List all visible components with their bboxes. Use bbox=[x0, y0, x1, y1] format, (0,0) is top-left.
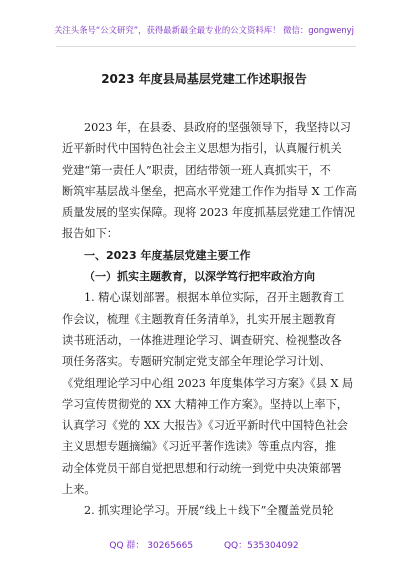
subsection-heading: （一）抓实主题教育，以深学笃行把牢政治方向 bbox=[84, 270, 315, 284]
paragraph-line: 认真学习《党的 XX 大报告》《习近平新时代中国特色社会 bbox=[62, 419, 348, 433]
paragraph-line: 质量发展的坚实保障。现将 2023 年度抓基层党建工作情况 bbox=[62, 206, 355, 220]
paragraph-line: 上来。 bbox=[62, 483, 96, 497]
paragraph-line: 动全体党员干部自觉把思想和行动统一到党中央决策部署 bbox=[62, 461, 342, 475]
footer-qq-number: QQ：535304092 bbox=[223, 541, 299, 551]
footer-qq-group: QQ 群： 30265665 bbox=[109, 541, 194, 551]
paragraph-line: 学习宣传贯彻党的 XX 大精神工作方案》。坚持以上率下， bbox=[62, 397, 348, 411]
paragraph-line: 报告如下： bbox=[62, 227, 118, 241]
paragraph-line: 近平新时代中国特色社会主义思想为指引，认真履行机关 bbox=[62, 142, 342, 156]
paragraph-line: 读书班活动，一体推进理论学习、调查研究、检视整改各 bbox=[62, 333, 342, 347]
paragraph-line: 作会议，梳理《主题教育任务清单》，扎实开展主题教育 bbox=[62, 312, 337, 326]
paragraph-line: 项任务落实。专题研究制定党支部全年理论学习计划、 bbox=[62, 355, 331, 369]
paragraph-line: 1. 精心谋划部署。根据本单位实际，召开主题教育工 bbox=[84, 291, 345, 305]
footer-contact bbox=[0, 538, 408, 551]
paragraph-line: 主义思想专题摘编》《习近平著作选读》等重点内容，推 bbox=[62, 440, 337, 454]
paragraph-line: 断筑牢基层战斗堡垒，把高水平党建工作作为指导 X 工作高 bbox=[62, 184, 357, 198]
header-note: 关注头条号“公文研究”，获得最新最全最专业的公文资料库！ 微信：gongwenyj bbox=[54, 25, 354, 35]
paragraph-line: 党建“第一责任人”职责，团结带领一班人真抓实干，不 bbox=[62, 163, 331, 177]
document-body bbox=[62, 117, 357, 522]
paragraph-line: 2. 抓实理论学习。开展“线上＋线下”全覆盖党员轮 bbox=[84, 504, 334, 518]
paragraph-line: 《党组理论学习中心组 2023 年度集体学习方案》《县 X 局 bbox=[62, 376, 354, 390]
document-title: 2023 年度县局基层党建工作述职报告 bbox=[101, 72, 307, 86]
header-divider bbox=[56, 46, 356, 47]
paragraph-line: 2023 年，在县委、县政府的坚强领导下，我坚持以习 bbox=[84, 121, 351, 134]
section-heading: 一、2023 年度基层党建主要工作 bbox=[84, 248, 251, 262]
